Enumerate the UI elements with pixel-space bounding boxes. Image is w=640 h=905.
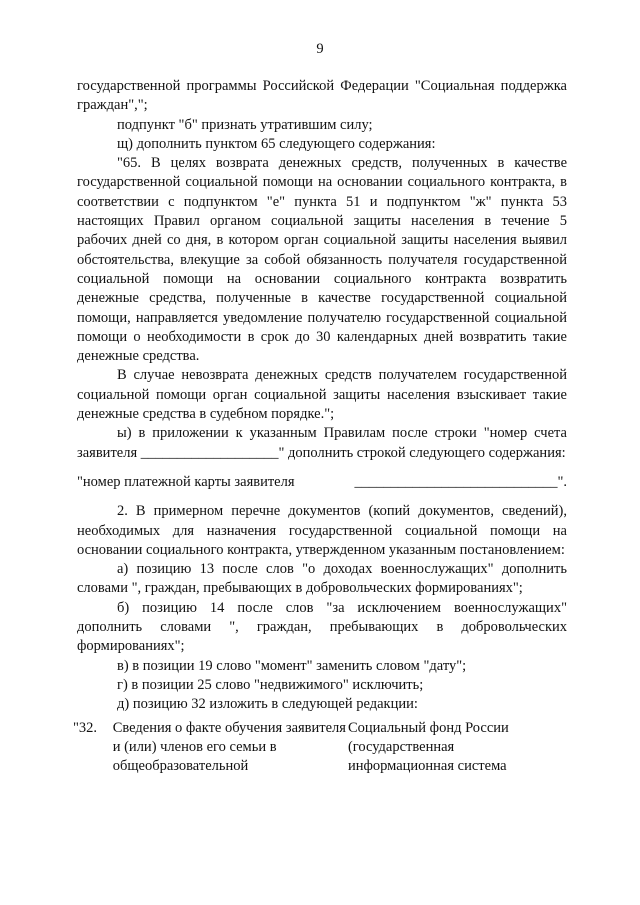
- paragraph-10: в) в позиции 19 слово "момент" заменить словом "дату";: [117, 657, 467, 674]
- paragraph-11: г) в позиции 25 слово "недвижимого" исключить;: [117, 676, 424, 693]
- paragraph-7: 2. В примерном перечне документов (копий документов, сведений), необходимых для назначения государственной социальной помощи на основании социального контракта, утвержденном указанным постановлением:: [77, 503, 567, 558]
- card-number-blank: ____________________________".: [354, 473, 567, 490]
- card-number-label: "номер платежной карты заявителя: [77, 473, 295, 490]
- paragraph-3: щ) дополнить пунктом 65 следующего содержания:: [117, 135, 436, 152]
- paragraph-4: "65. В целях возврата денежных средств, полученных в качестве государственной социальной помощи на основании социального контракта, в соответствии с подпунктом "е" пункта 51 и подпунктом "ж" пункта 53 настоящих Правил органом социальной защиты населения в течение 5 рабочих дней со дня, в котором орган социальной защиты населения выявил обстоятельства, влекущие за собой обязанность получателя государственной социальной помощи на основании социального контракта возвратить денежные средства, полученные в качестве государственной социальной помощи, направляется уведомление получателю государственной социальной помощи о необходимости в срок до 30 календарных дней возвратить такие денежные средства.: [77, 155, 567, 365]
- position-number: "32.: [73, 719, 98, 736]
- position-description: Сведения о факте обучения заявителя и (или) членов его семьи в общеобразовательной: [112, 719, 346, 775]
- paragraph-9: б) позицию 14 после слов "за исключением военнослужащих" дополнить словами ", граждан, пребывающих в добровольческих формированиях";: [77, 599, 567, 655]
- paragraph-12: д) позицию 32 изложить в следующей редакции:: [117, 696, 418, 713]
- position-source: Социальный фонд России (государственная информационная система: [347, 719, 509, 775]
- page-number: 9: [316, 41, 324, 57]
- card-number-line: [77, 473, 567, 492]
- paragraph-5: В случае невозврата денежных средств получателем государственной социальной помощи орган социальной защиты населения взыскивает такие денежные средства в судебном порядке.";: [77, 367, 567, 423]
- paragraph-8: а) позицию 13 после слов "о доходах военнослужащих" дополнить словами ", граждан, пребывающих в добровольческих формированиях";: [77, 561, 567, 597]
- paragraph-1: государственной программы Российской Федерации "Социальная поддержка граждан",";: [77, 78, 567, 114]
- paragraph-2: подпункт "б" признать утратившим силу;: [117, 116, 373, 133]
- paragraph-6: ы) в приложении к указанным Правилам после строки "номер счета заявителя ___________________" дополнить строкой следующего содержания:: [77, 425, 567, 461]
- position-32-table: [73, 719, 563, 777]
- table-row: [73, 719, 563, 777]
- document-body: [73, 77, 567, 776]
